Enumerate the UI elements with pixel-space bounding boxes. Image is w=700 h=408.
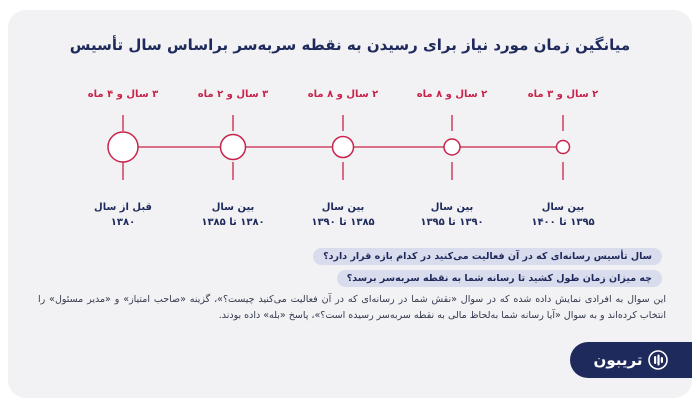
period-label-line2: ۱۳۸۰ bbox=[110, 217, 136, 228]
period-label-1 bbox=[531, 200, 594, 230]
duration-label-2: ۲ سال و ۸ ماه bbox=[416, 89, 488, 100]
period-label-line2: ۱۳۹۰ تا ۱۳۹۵ bbox=[420, 217, 484, 228]
duration-label-1: ۲ سال و ۳ ماه bbox=[527, 89, 599, 100]
period-label-2 bbox=[420, 200, 483, 230]
period-label-line2: ۱۳۹۵ تا ۱۴۰۰ bbox=[531, 217, 595, 228]
duration-label-5: ۳ سال و ۴ ماه bbox=[87, 89, 159, 100]
timeline-marker-3 bbox=[333, 137, 354, 158]
timeline-marker-4 bbox=[221, 135, 246, 160]
timeline bbox=[8, 10, 692, 270]
period-label-line1: بین سال bbox=[211, 202, 255, 213]
period-label-line2: ۱۳۸۵ تا ۱۳۹۰ bbox=[311, 217, 375, 228]
period-label-3 bbox=[311, 200, 374, 230]
question-2: چه میزان زمان طول کشید تا رسانه شما به نقطه سربه‌سر برسد؟ bbox=[337, 270, 662, 287]
timeline-marker-2 bbox=[444, 139, 460, 155]
methodology-note: این سوال به افرادی نمایش داده شده که در سوال «نقش شما در رسانه‌ای که در آن فعالیت می‌کنید چیست؟»، گزینه «صاحب امتیاز» و «مدیر مسئول» را انتخاب کرده‌اند و به سوال «آیا رسانه شما به‌لحاظ مالی به نقطه سربه‌سر رسیده است؟»، پاسخ «بله» داده بودند. bbox=[38, 294, 666, 321]
survey-questions bbox=[313, 248, 662, 292]
period-label-line1: قبل از سال bbox=[94, 202, 152, 213]
period-label-line1: بین سال bbox=[430, 202, 474, 213]
question-1: سال تأسیس رسانه‌ای که در آن فعالیت می‌کنید در کدام بازه قرار دارد؟ bbox=[313, 248, 662, 265]
timeline-marker-5 bbox=[108, 132, 138, 162]
duration-label-3: ۲ سال و ۸ ماه bbox=[307, 89, 379, 100]
brand-badge bbox=[570, 342, 692, 378]
period-label-5 bbox=[94, 200, 152, 230]
period-label-line1: بین سال bbox=[541, 202, 585, 213]
period-label-4 bbox=[201, 200, 264, 230]
period-label-line1: بین سال bbox=[321, 202, 365, 213]
brand-name: تریبون bbox=[593, 351, 643, 369]
infographic-card bbox=[8, 10, 692, 398]
period-label-line2: ۱۳۸۰ تا ۱۳۸۵ bbox=[201, 217, 265, 228]
tribune-logo-icon bbox=[648, 350, 668, 370]
duration-label-4: ۳ سال و ۲ ماه bbox=[197, 89, 269, 100]
timeline-marker-1 bbox=[557, 141, 570, 154]
chart-title: میانگین زمان مورد نیاز برای رسیدن به نقطه سربه‌سر براساس سال تأسیس bbox=[69, 36, 631, 54]
